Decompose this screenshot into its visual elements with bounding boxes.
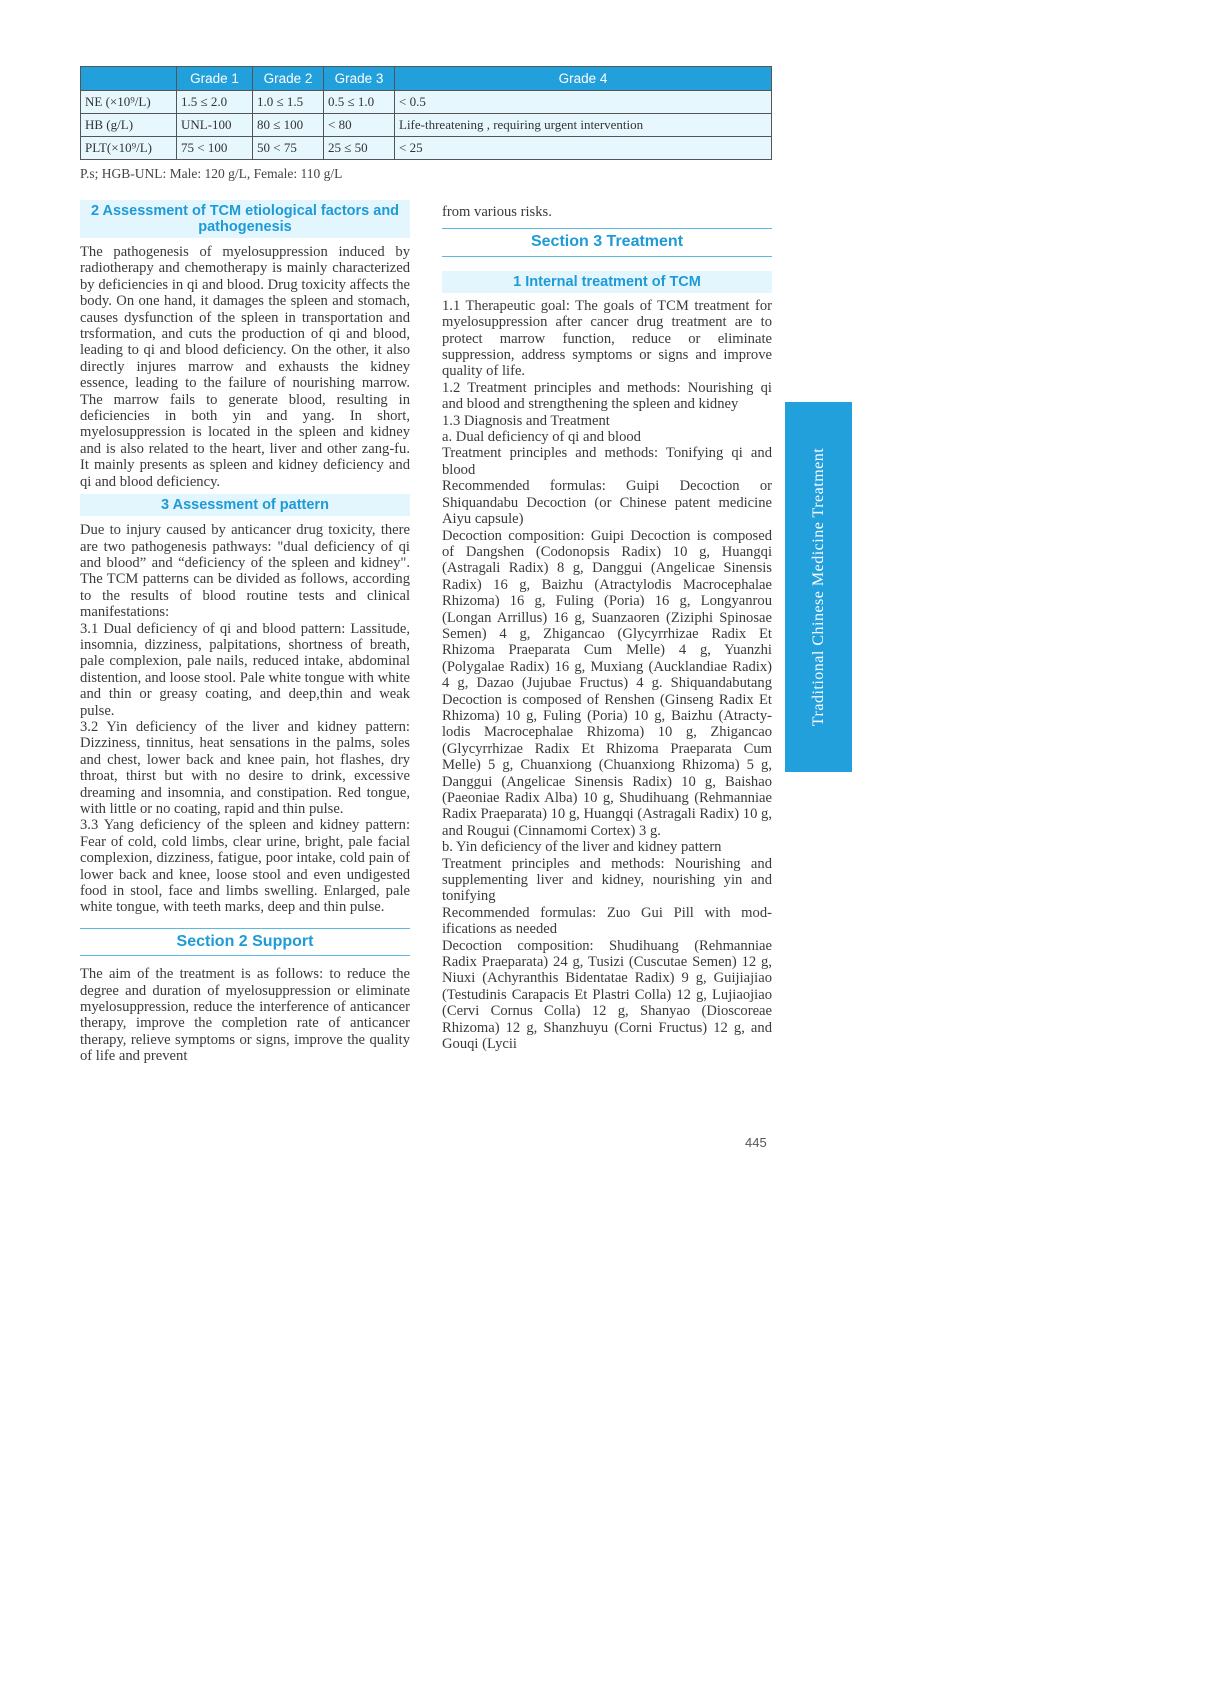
paragraph: Treatment principles and methods: Tonifying qi and blood bbox=[442, 445, 772, 478]
table-cell: < 25 bbox=[395, 137, 772, 160]
table-header-cell: Grade 3 bbox=[324, 67, 395, 91]
paragraph: 1.3 Diagnosis and Treatment bbox=[442, 412, 610, 429]
table-cell: 50 < 75 bbox=[253, 137, 324, 160]
paragraph: Due to injury caused by anticancer drug toxicity, there are two pathogenesis pathways: "dual deficiency of qi and blood” and “deficiency of the spleen and kidney". The TCM patterns can be divided as follows, according to the results of blood routine tests and clinical manifestations: bbox=[80, 522, 410, 621]
table-cell: 75 < 100 bbox=[177, 137, 253, 160]
table-row bbox=[81, 114, 772, 137]
table-row bbox=[81, 91, 772, 114]
table-cell: 0.5 ≤ 1.0 bbox=[324, 91, 395, 114]
chapter-side-tab-label: Traditional Chinese Medicine Treatment bbox=[809, 447, 827, 727]
right-column bbox=[442, 204, 772, 1053]
table-cell: 1.5 ≤ 2.0 bbox=[177, 91, 253, 114]
table-note: P.s; HGB-UNL: Male: 120 g/L, Female: 110 g/L bbox=[80, 166, 343, 181]
table-cell: < 0.5 bbox=[395, 91, 772, 114]
table-cell: 80 ≤ 100 bbox=[253, 114, 324, 137]
table-cell: PLT(×10⁹/L) bbox=[81, 137, 177, 160]
table-header-cell: Grade 2 bbox=[253, 67, 324, 91]
paragraph: from various risks. bbox=[442, 204, 552, 220]
table-cell: 1.0 ≤ 1.5 bbox=[253, 91, 324, 114]
paragraph: 3.2 Yin deficiency of the liver and kidney pattern: Dizziness, tinnitus, heat sensations in the palms, soles and chest, lower back and knee pain, hot flashes, dry throat, thirst but with no desire to drink, excessive dreaming and insomnia, and constipation. Red tongue, with little or no coating, rapid and thin pulse. bbox=[80, 718, 410, 817]
paragraph: Treatment principles and methods: Nourishing and supplementing liver and kidney, nourishing yin and tonifying bbox=[442, 855, 772, 905]
table-cell: < 80 bbox=[324, 114, 395, 137]
heading-etiology: 2 Assessment of TCM etiological factors and pathogenesis bbox=[80, 200, 410, 238]
section-3-heading: Section 3 Treatment bbox=[442, 228, 772, 256]
table-header-cell: Grade 4 bbox=[395, 67, 772, 91]
table-cell: UNL-100 bbox=[177, 114, 253, 137]
paragraph: 1.2 Treatment principles and methods: Nourishing qi and blood and strengthening the spleen and kidney bbox=[442, 379, 772, 413]
paragraph: Recommended formulas: Guipi Decoction or Shiquandabu Decoction (or Chinese patent medicine Aiyu capsule) bbox=[442, 478, 772, 528]
paragraph: 1.1 Therapeutic goal: The goals of TCM treatment for myelosuppression after cancer drug treatment are to protect marrow function, reduce or eliminate suppression, address symptoms or signs and improve quality of life. bbox=[442, 297, 772, 380]
page-number: 445 bbox=[745, 1135, 767, 1150]
grading-table bbox=[80, 66, 772, 160]
paragraph: The pathogenesis of myelosuppression induced by radiotherapy and chemotherapy is mainly characterized by deficiencies in qi and blood. Drug toxicity affects the body. On one hand, it damages the spleen and stomach, causes dysfunction of the spleen in transportation and trsformation, and cuts the production of qi and blood, leading to qi and blood deficiency. On the other, it also directly injures marrow and exhausts the kidney essence, leading to the failure of nourishing marrow. The marrow fails to generate blood, resulting in deficiencies in both yin and yang. In short, myelosuppression is located in the spleen and kidney and is also related to the heart, liver and other zang-fu. It mainly presents as spleen and kidney deficiency and qi and blood deficiency. bbox=[80, 244, 410, 490]
paragraph: Decoction composition: Shudihuang (Rehmanniae Radix Praeparata) 24 g, Tusizi (Cuscutae Semen) 12 g, Niuxi (Achyranthis Bidentatae Radix) 9 g, Guijiajiao (Testudinis Carapacis Et Plastri Colla) 12 g, Lujiaojiao (Cervi Cornus Colla) 12 g, Shanyao (Dioscoreae Rhizoma) 12 g, Shanzhuyu (Corni Fructus) 12 g, and Gouqi (Lycii bbox=[442, 937, 772, 1053]
paragraph: Recommended formulas: Zuo Gui Pill with modifications as needed bbox=[442, 904, 772, 938]
paragraph: 3.1 Dual deficiency of qi and blood pattern: Lassitude, insomnia, dizziness, palpitations, shortness of breath, pale complexion, pale nails, reduced intake, abdominal distention, and loose stool. Pale white tongue with white and thin or greasy coating, and deep,thin and weak pulse. bbox=[80, 620, 410, 719]
table-header-row bbox=[81, 67, 772, 91]
section-2-heading: Section 2 Support bbox=[80, 928, 410, 956]
table-cell: NE (×10⁹/L) bbox=[81, 91, 177, 114]
table-header-cell: Grade 1 bbox=[177, 67, 253, 91]
left-column bbox=[80, 200, 410, 1065]
heading-internal-treatment: 1 Internal treatment of TCM bbox=[442, 271, 772, 293]
table-cell: HB (g/L) bbox=[81, 114, 177, 137]
paragraph: Decoction composition: Guipi Decoction is composed of Dangshen (Codonopsis Radix) 10 g, Huangqi (Astragali Radix) 8 g, Danggui (Angelicae Sinensis Radix) 16 g, Baizhu (Atractylodis Macrocephalae Rhizoma) 16 g, Fuling (Poria) 16 g, Longyanrou (Longan Arrillus) 16 g, Suanzaoren (Ziziphi Spinosae Semen) 4 g, Zhigancao (Glycyrrhizae Radix Et Rhizoma Praeparata Cum Melle) 4 g, Yuanzhi (Polygalae Radix) 16 g, Muxiang (Aucklandiae Radix) 4 g, Dazao (Jujubae Fructus) 4 g. Shiquandabutang Decoction is composed of Renshen (Ginseng Radix Et Rhizoma) 10 g, Fuling (Poria) 10 g, Baizhu (Atractylodis Macrocephalae Rhizoma) 10 g, Zhigancao (Glycyrrhizae Radix Et Rhizoma Praeparata Cum Melle) 5 g, Chuanxiong (Chuanxiong Rhizoma) 5 g, Danggui (Angelicae Sinensis Radix) 10 g, Baishao (Paeoniae Radix Alba) 10 g, Shudihuang (Rehmanniae Radix Praeparata) 10 g, Huangqi (Astragali Radix) 10 g, and Rougui (Cinnamomi Cortex) 3 g. bbox=[442, 527, 772, 839]
table-row bbox=[81, 137, 772, 160]
table-header-cell bbox=[81, 67, 177, 91]
table-cell: Life-threatening , requiring urgent intervention bbox=[395, 114, 772, 137]
chapter-side-tab bbox=[785, 402, 852, 772]
paragraph: The aim of the treatment is as follows: to reduce the degree and duration of myelosuppression or eliminate myelosuppression, reduce the interference of anticancer therapy, improve the completion rate of anticancer therapy, relieve symptoms or signs, improve the quality of life and prevent bbox=[80, 966, 410, 1065]
heading-pattern: 3 Assessment of pattern bbox=[80, 494, 410, 516]
paragraph: a. Dual deficiency of qi and blood bbox=[442, 429, 641, 446]
table-cell: 25 ≤ 50 bbox=[324, 137, 395, 160]
paragraph: 3.3 Yang deficiency of the spleen and kidney pattern: Fear of cold, cold limbs, clear urine, bright, pale facial complexion, dizziness, fatigue, poor intake, cold pain of lower back and knee, loose stool and even undigested food in stool, face and limbs swelling. Enlarged, pale white tongue, with teeth marks, deep and thin pulse. bbox=[80, 817, 410, 916]
paragraph: b. Yin deficiency of the liver and kidney pattern bbox=[442, 839, 722, 856]
